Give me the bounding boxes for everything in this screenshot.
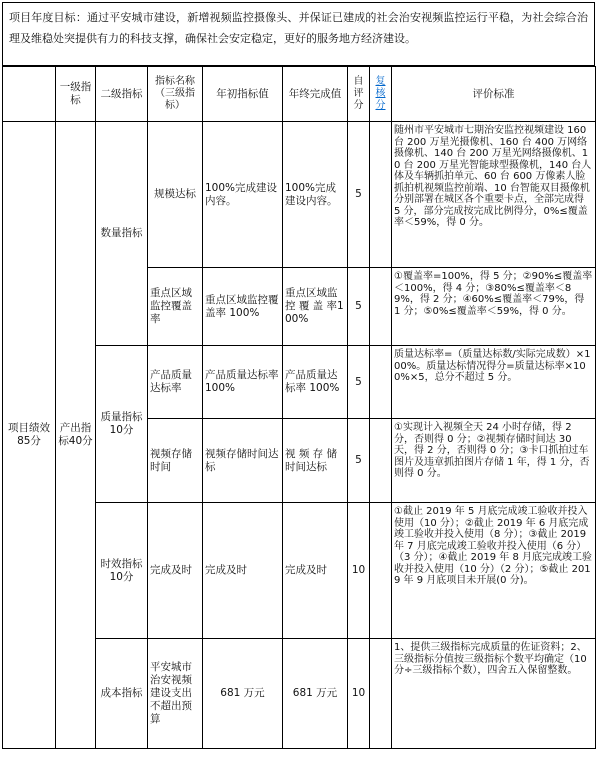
indicator-name: 重点区域监控覆盖率 [148,268,203,346]
indicator-name: 产品质量达标率 [148,346,203,419]
quantity-group-cell: 数量指标 [96,122,148,346]
review-score [370,639,392,749]
table-row [3,122,596,268]
header-level3: 指标名称（三级指标） [148,67,203,122]
self-score: 5 [348,268,370,346]
final-value: 产品质量达标率 100% [283,346,348,419]
initial-value: 完成及时 [203,503,283,639]
self-score: 10 [348,639,370,749]
project-score-cell: 项目绩效85分 [3,122,56,749]
header-empty [3,67,56,122]
header-criteria: 评价标准 [392,67,596,122]
initial-value: 681 万元 [203,639,283,749]
performance-table [2,66,596,749]
criteria-text: 随州市平安城市七期治安监控视频建设 160 台 200 万星光摄像机、160 台 400 万网络摄像机、140 台 200 万星光网络摄像机、10 台 200 万星光智能球型摄像机，140 台人体及车辆抓拍单元、60 台 600 万像素人脸抓拍机视频监控前端、10 台智能双目摄像机分别部署在城区各个重要卡点，全部完成得 5 分，部分完成按完成比例得分，0%≤覆盖率＜59%，得 0 分。 [392,122,596,268]
indicator-name: 平安城市治安视频建设支出不超出预算 [148,639,203,749]
final-value: 681 万元 [283,639,348,749]
criteria-text: ①截止 2019 年 5 月底完成竣工验收并投入使用（10 分）；②截止 2019 年 6 月底完成竣工验收并投入使用（8 分）；③截止 2019 年 7 月底完成竣工验收并投入使用（6 分）（3 分）；④截止 2019 年 8 月底完成竣工验收并投入使用（10 分）（2 分）；⑤截止 2019 年 9 月底项目未开展(0 分)。 [392,503,596,639]
header-level2: 二级指标 [96,67,148,122]
indicator-name: 规模达标 [148,122,203,268]
review-score [370,346,392,419]
indicator-name: 完成及时 [148,503,203,639]
criteria-text: ①覆盖率=100%，得 5 分；②90%≤覆盖率＜100%，得 4 分；③80%≤覆盖率＜89%，得 2 分；④60%≤覆盖率＜79%，得 1 分；⑤0%≤覆盖率＜59%，得 0 分。 [392,268,596,346]
final-value: 重点区域监控 覆 盖 率100% [283,268,348,346]
final-value: 100%完成建设内容。 [283,122,348,268]
project-goal: 项目年度目标：通过平安城市建设，新增视频监控摄像头、并保证已建成的社会治安视频监控运行平稳，为社会综合治理及维稳处突提供有力的科技支撑，确保社会安定稳定，更好的服务地方经济建设。 [2,2,595,66]
header-row [3,67,596,122]
final-value: 完成及时 [283,503,348,639]
self-score: 5 [348,346,370,419]
review-score [370,268,392,346]
review-score [370,419,392,503]
initial-value: 100%完成建设内容。 [203,122,283,268]
header-initial: 年初指标值 [203,67,283,122]
self-score: 5 [348,419,370,503]
criteria-text: 1、提供三级指标完成质量的佐证资料；2、三级指标分值按三级指标个数平均确定（10 分÷三级指标个数），四舍五入保留整数。 [392,639,596,749]
final-value: 视 频 存 储时间达标 [283,419,348,503]
quality-group-cell: 质量指标10分 [96,346,148,503]
criteria-text: ①实现计入视频全天 24 小时存储，得 2 分，否则得 0 分；②视频存储时间达 30 天，得 2 分，否则得 0 分；③卡口抓拍过车图片及违章抓拍图片存储 1 年，得 1 分，否则得 0 分。 [392,419,596,503]
header-level1: 一级指标 [56,67,96,122]
initial-value: 重点区域监控覆盖率 100% [203,268,283,346]
cost-group-cell: 成本指标 [96,639,148,749]
self-score: 5 [348,122,370,268]
header-final: 年终完成值 [283,67,348,122]
initial-value: 产品质量达标率 100% [203,346,283,419]
timeliness-group-cell: 时效指标10分 [96,503,148,639]
output-score-cell: 产出指标40分 [56,122,96,749]
review-score [370,122,392,268]
indicator-name: 视频存储时间 [148,419,203,503]
review-score [370,503,392,639]
header-review-score[interactable]: 复核分 [370,67,392,122]
self-score: 10 [348,503,370,639]
criteria-text: 质量达标率=（质量达标数/实际完成数）×100%。质量达标情况得分=质量达标率×100%×5，总分不超过 5 分。 [392,346,596,419]
header-self-score: 自评分 [348,67,370,122]
initial-value: 视频存储时间达标 [203,419,283,503]
